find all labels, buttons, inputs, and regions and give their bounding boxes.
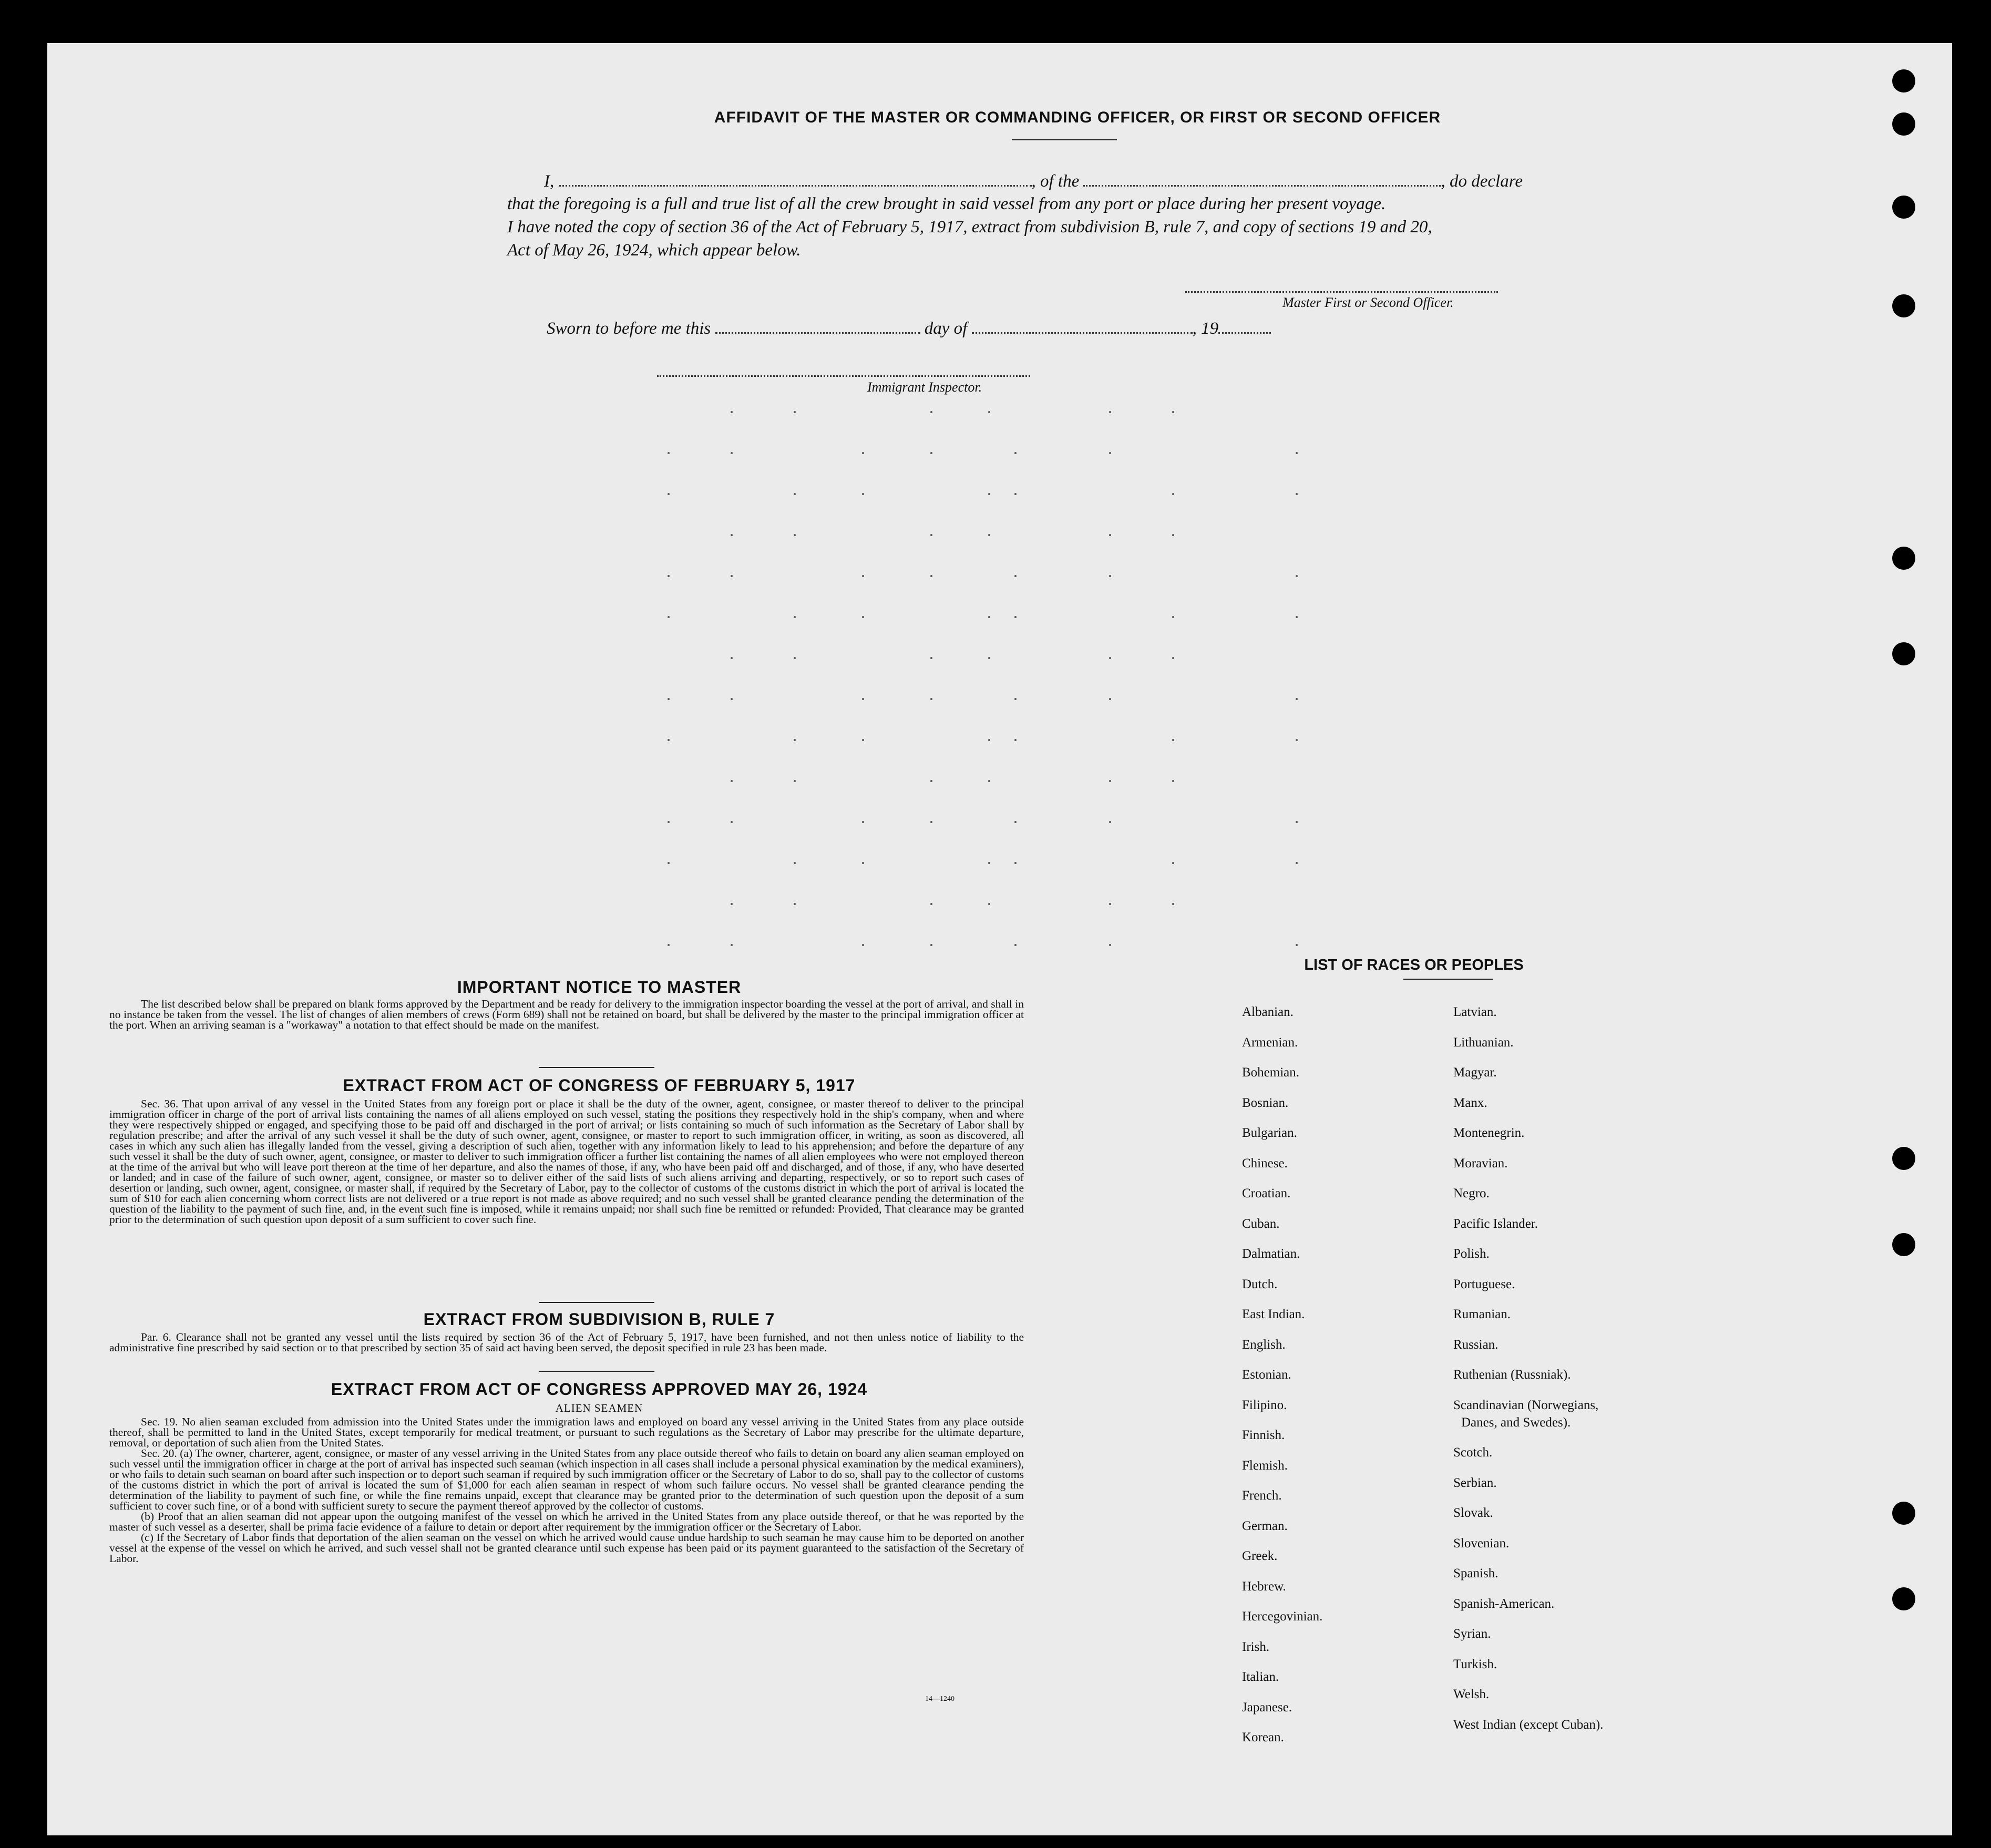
scan-dot [1172,493,1174,495]
scan-dot [794,739,796,741]
binder-hole [1892,642,1915,665]
race-item: Albanian. [1242,1005,1294,1019]
races-divider [1403,979,1493,980]
scan-dot [1172,780,1174,782]
extract-1917-divider [539,1302,654,1303]
binder-hole [1892,196,1915,219]
scan-dot [930,534,932,536]
decl-i: I, [544,172,555,191]
scan-dot [1296,575,1298,577]
race-item: Slovak. [1453,1506,1493,1520]
scan-dot [1109,657,1111,659]
scan-dot [794,903,796,905]
scan-dot [1109,575,1111,577]
extract-1924-title: EXTRACT FROM ACT OF CONGRESS APPROVED MAY 26, 1924 [331,1380,868,1399]
scan-dot [731,698,733,700]
race-item: Spanish-American. [1453,1596,1555,1611]
scan-dot [930,698,932,700]
declaration-line-3: I have noted the copy of section 36 of the Act of February 5, 1917, extract from subdivision B, rule 7, and copy of sections 19 and 20, [507,218,1432,237]
race-item: Portuguese. [1453,1277,1515,1291]
race-item: Estonian. [1242,1368,1291,1382]
sec20b-text: (b) Proof that an alien seaman did not appear upon the outgoing manifest of the vessel on which he arrived in the United States from any place outside thereof, or that he was reported by the master of such vessel as a deserter, shall be prima facie evidence of a failure to detain or deport after requirement by the immigration officer or the Secretary of Labor. [109,1510,1024,1533]
scan-dot [1014,739,1017,741]
scan-dot [1014,944,1017,946]
scan-dot [1109,698,1111,700]
notice-title: IMPORTANT NOTICE TO MASTER [457,978,742,997]
subdivision-b-divider [539,1371,654,1372]
binder-hole [1892,547,1915,570]
year-blank[interactable] [1218,319,1271,334]
scan-dot [930,411,932,413]
race-item: West Indian (except Cuban). [1453,1717,1604,1732]
binder-hole [1892,1233,1915,1256]
race-item: Spanish. [1453,1566,1499,1580]
scan-dot [988,616,990,618]
scan-dot [794,780,796,782]
scan-dot [794,657,796,659]
scan-dot [794,616,796,618]
scan-dot [1109,780,1111,782]
race-item: Bosnian. [1242,1095,1289,1110]
declaration-line-2: that the foregoing is a full and true list of all the crew brought in said vessel from any port or place during her present voyage. [507,194,1386,213]
scan-dot [1109,944,1111,946]
scan-dot [1172,862,1174,864]
scan-dot [862,944,864,946]
alien-seamen-subtitle: ALIEN SEAMEN [555,1402,643,1414]
race-item: Finnish. [1242,1428,1285,1442]
race-item: Welsh. [1453,1687,1490,1701]
scan-dot [930,575,932,577]
scan-dot [794,493,796,495]
inspector-signature-line[interactable] [657,375,1030,377]
scan-dot [668,821,670,823]
race-item: French. [1242,1488,1282,1503]
scan-dot [862,862,864,864]
scan-dot [1296,944,1298,946]
scan-dot [1014,452,1017,454]
race-item: Magyar. [1453,1065,1497,1080]
scan-dot [668,698,670,700]
race-item: Moravian. [1453,1156,1508,1171]
scan-dot [1109,903,1111,905]
scan-dot [862,739,864,741]
scan-dot [988,657,990,659]
race-item: Rumanian. [1453,1307,1511,1321]
scan-dot [1109,821,1111,823]
sec20c-text: (c) If the Secretary of Labor finds that deportation of the alien seaman on the vessel on which he arrived would cause undue hardship to such seaman he may cause him to be deported on another vessel at the expense of the vessel on which he arrived, and such vessel shall not be granted clearance until such expense has been paid or its payment guaranteed to the satisfaction of the Secretary of Labor. [109,1531,1024,1565]
par6-text: Par. 6. Clearance shall not be granted any vessel until the lists required by section 36 of the Act of February 5, 1917, have been furnished, and not then unless notice of liability to the administrative fine prescribed by said section or to that prescribed by section 35 of said act having been served, the deposit specified in rule 23 has been made. [109,1331,1024,1354]
year-prefix: , 19 [1192,319,1219,338]
race-item: Scotch. [1453,1445,1493,1460]
scan-dot [731,780,733,782]
notice-divider [539,1067,654,1068]
race-item: Manx. [1453,1095,1487,1110]
race-item: Polish. [1453,1247,1490,1261]
race-item: Slovenian. [1453,1536,1510,1551]
scan-dot [862,452,864,454]
race-item: Greek. [1242,1549,1278,1563]
scan-dot [731,903,733,905]
declaration-line-1 [544,171,1523,191]
race-item: Russian. [1453,1337,1499,1352]
scan-dot [1296,493,1298,495]
scan-dot [794,862,796,864]
race-item: Scandinavian (Norwegians, [1453,1398,1599,1412]
binder-hole [1892,294,1915,317]
scan-dot [794,411,796,413]
name-blank[interactable] [559,171,1032,187]
race-item: East Indian. [1242,1307,1305,1321]
extract-1917-body [109,1098,1024,1225]
decl-do-declare: , do declare [1441,172,1523,191]
form-number: 14—1240 [925,1695,955,1703]
race-item: Croatian. [1242,1186,1291,1200]
race-item: Pacific Islander. [1453,1216,1538,1231]
race-item: Bohemian. [1242,1065,1300,1080]
scan-dot [862,821,864,823]
race-item: German. [1242,1518,1288,1533]
scan-dot [1109,452,1111,454]
title-divider [1012,139,1117,140]
sworn-text: Sworn to before me this [547,319,711,338]
scan-dot [794,534,796,536]
race-item: Filipino. [1242,1398,1287,1412]
scan-dot [988,534,990,536]
scan-dot [1014,821,1017,823]
race-item: Hercegovinian. [1242,1609,1323,1624]
scan-dot [930,780,932,782]
scan-dot [1296,739,1298,741]
scan-dot [731,821,733,823]
binder-hole [1892,1502,1915,1525]
scan-dot [1172,903,1174,905]
scan-dot [731,575,733,577]
scan-dot [1109,411,1111,413]
scan-dot [988,493,990,495]
scan-dot [1014,862,1017,864]
scan-dot [668,739,670,741]
notice-body [109,999,1024,1030]
scan-dot [1296,862,1298,864]
binder-hole [1892,1587,1915,1610]
binder-hole [1892,112,1915,136]
race-item: Montenegrin. [1453,1126,1525,1140]
race-item: Danes, and Swedes). [1461,1415,1571,1430]
race-item: Negro. [1453,1186,1490,1200]
scan-dot [930,903,932,905]
race-item: Korean. [1242,1730,1284,1744]
sec20a-text: Sec. 20. (a) The owner, charterer, agent, consignee, or master of any vessel arriving in the United States from any place outside thereof who fails to detain on board any alien seaman employed on such vessel until the immigration officer in charge at the port of arrival has inspected such seaman (which inspection in all cases shall include a personal physical examination by the medical examiners), or who fails to detain such seaman on board after such inspection or to deport such seaman if required by such immigration officer or the Secretary of Labor to do so, shall pay to the collector of customs of the customs district in which the port of arrival is located the sum of $1,000 for each alien seaman in respect of whom such failure occurs. No vessel shall be granted clearance pending the determination of the liability to payment of such fine, or while the fine remains unpaid, except that clearance may be granted prior to the determination of such question upon the deposit of a sum sufficient to cover such fine, or of a bond with sufficient surety to secure the payment thereof approved by the collector of customs. [109,1447,1024,1512]
scan-dot [930,657,932,659]
scan-dot [668,944,670,946]
subdivision-b-title: EXTRACT FROM SUBDIVISION B, RULE 7 [423,1310,775,1329]
scan-dot [988,903,990,905]
race-item: Ruthenian (Russniak). [1453,1368,1571,1382]
scan-dot [1172,616,1174,618]
race-item: Latvian. [1453,1005,1497,1019]
scan-dot [1014,616,1017,618]
scan-dot [862,698,864,700]
race-item: Cuban. [1242,1216,1280,1231]
scan-dot [1014,493,1017,495]
scan-dot [862,616,864,618]
scan-dot [731,411,733,413]
master-signature-line[interactable] [1185,291,1498,293]
sec36-text: Sec. 36. That upon arrival of any vessel in the United States from any foreign port or place it shall be the duty of the owner, agent, consignee, or master thereof to deliver to the principal immigration officer in charge of the port of arrival lists containing the names of all aliens employed on such vessel, stating the positions they respectively hold in the ship's company, when and where they were respectively shipped or engaged, and specifying those to be paid off and discharged in the port of arrival; or lists containing so much of such information as the Secretary of Labor shall by regulation prescribe; and after the arrival of any such vessel it shall be the duty of such owner, agent, consignee, or master to report to such immigration officer, in writing, as soon as discovered, all cases in which any such alien has illegally landed from the vessel, giving a description of such alien, together with any information likely to lead to his apprehension; and before the departure of any such vessel it shall be the duty of such owner, agent, consignee, or master to deliver to such immigration officer a further list containing the names of all alien employees who were not employed thereon at the time of the arrival but who will leave port thereon at the time of her departure, and also the names of those, if any, who have been paid off and discharged, and of those, if any, who have deserted or landed; and in case of the failure of such owner, agent, consignee, or master so to deliver either of the said lists of such aliens arriving and departing, respectively, or so to report such cases of desertion or landing, such owner, agent, consignee, or master shall, if required by the Secretary of Labor, pay to the collector of customs of the customs district in which the port of arrival is located the sum of $10 for each alien concerning whom correct lists are not delivered or a true report is not made as above required; and no such vessel shall be granted clearance pending the determination of the question of the liability to the payment of such fine, and, in the event such fine is imposed, while it remains unpaid; nor shall such fine be remitted or refunded: Provided, That clearance may be granted prior to the determination of such question upon deposit of a sum sufficient to cover such fine. [109,1097,1024,1226]
scan-dot [1014,575,1017,577]
declaration-line-4: Act of May 26, 1924, which appear below. [507,241,801,260]
race-item: Flemish. [1242,1458,1288,1473]
extract-1917-title: EXTRACT FROM ACT OF CONGRESS OF FEBRUARY 5, 1917 [343,1076,856,1095]
race-item: Irish. [1242,1639,1270,1654]
decl-of-the: , of the [1031,172,1080,191]
race-item: Turkish. [1453,1657,1497,1671]
race-item: English. [1242,1337,1286,1352]
scan-dot [1296,452,1298,454]
scan-dot [988,780,990,782]
scan-dot [988,862,990,864]
scan-dot [731,944,733,946]
master-label: Master First or Second Officer. [1282,295,1454,310]
race-item: Syrian. [1453,1627,1491,1641]
binder-hole [1892,1147,1915,1170]
sec19-text: Sec. 19. No alien seaman excluded from admission into the United States under the immigration laws and employed on board any vessel arriving in the United States from any place outside thereof, shall be permitted to land in the United States, except temporarily for medical treatment, or pursuant to such regulations as the Secretary of Labor may prescribe for the ultimate departure, removal, or deportation of such alien from the United States. [109,1415,1024,1449]
scan-dot [1296,821,1298,823]
scan-dot [731,534,733,536]
scan-dot [988,411,990,413]
race-item: Hebrew. [1242,1579,1286,1594]
scan-dot [731,452,733,454]
scan-dot [731,657,733,659]
race-item: Dalmatian. [1242,1247,1300,1261]
scan-dot [668,862,670,864]
scan-dot [1172,411,1174,413]
scan-dot [668,452,670,454]
race-item: Italian. [1242,1670,1279,1684]
scan-dot [1172,657,1174,659]
scan-dot [930,452,932,454]
scan-dot [1172,739,1174,741]
race-item: Chinese. [1242,1156,1288,1171]
race-item: Armenian. [1242,1035,1298,1050]
race-item: Japanese. [1242,1700,1292,1714]
extract-1924-body [109,1416,1024,1564]
inspector-label: Immigrant Inspector. [867,379,982,395]
scan-dot [1296,698,1298,700]
scan-dot [930,944,932,946]
document-page [47,43,1952,1835]
scan-dot [1109,534,1111,536]
scan-dot [668,575,670,577]
binder-hole [1892,69,1915,93]
subdivision-b-body [109,1332,1024,1353]
vessel-blank[interactable] [1083,171,1441,187]
scan-dot [1172,534,1174,536]
race-item: Dutch. [1242,1277,1278,1291]
scan-dot [668,616,670,618]
scan-dot [988,739,990,741]
scan-dot [668,493,670,495]
day-blank[interactable] [715,319,920,334]
scan-dot [1296,616,1298,618]
sworn-line [547,319,1271,338]
notice-text: The list described below shall be prepared on blank forms approved by the Department and be ready for delivery to the immigration inspector boarding the vessel at the port of arrival, and shall in no instance be taken from the vessel. The list of changes of alien members of crews (Form 689) shall not be retained on board, but shall be delivered by the master to the principal immigration officer at the port. When an arriving seaman is a "workaway" a notation to that effect should be made on the manifest. [109,998,1024,1031]
affidavit-title: AFFIDAVIT OF THE MASTER OR COMMANDING OFFICER, OR FIRST OR SECOND OFFICER [714,109,1441,126]
race-item: Serbian. [1453,1475,1497,1490]
scan-dot [862,575,864,577]
month-blank[interactable] [972,319,1193,334]
race-item: Bulgarian. [1242,1126,1297,1140]
scan-dot [930,821,932,823]
scan-dot [862,493,864,495]
day-of-text: day of [924,319,968,338]
race-item: Lithuanian. [1453,1035,1514,1050]
scan-dot [1014,698,1017,700]
races-title: LIST OF RACES OR PEOPLES [1304,957,1524,973]
